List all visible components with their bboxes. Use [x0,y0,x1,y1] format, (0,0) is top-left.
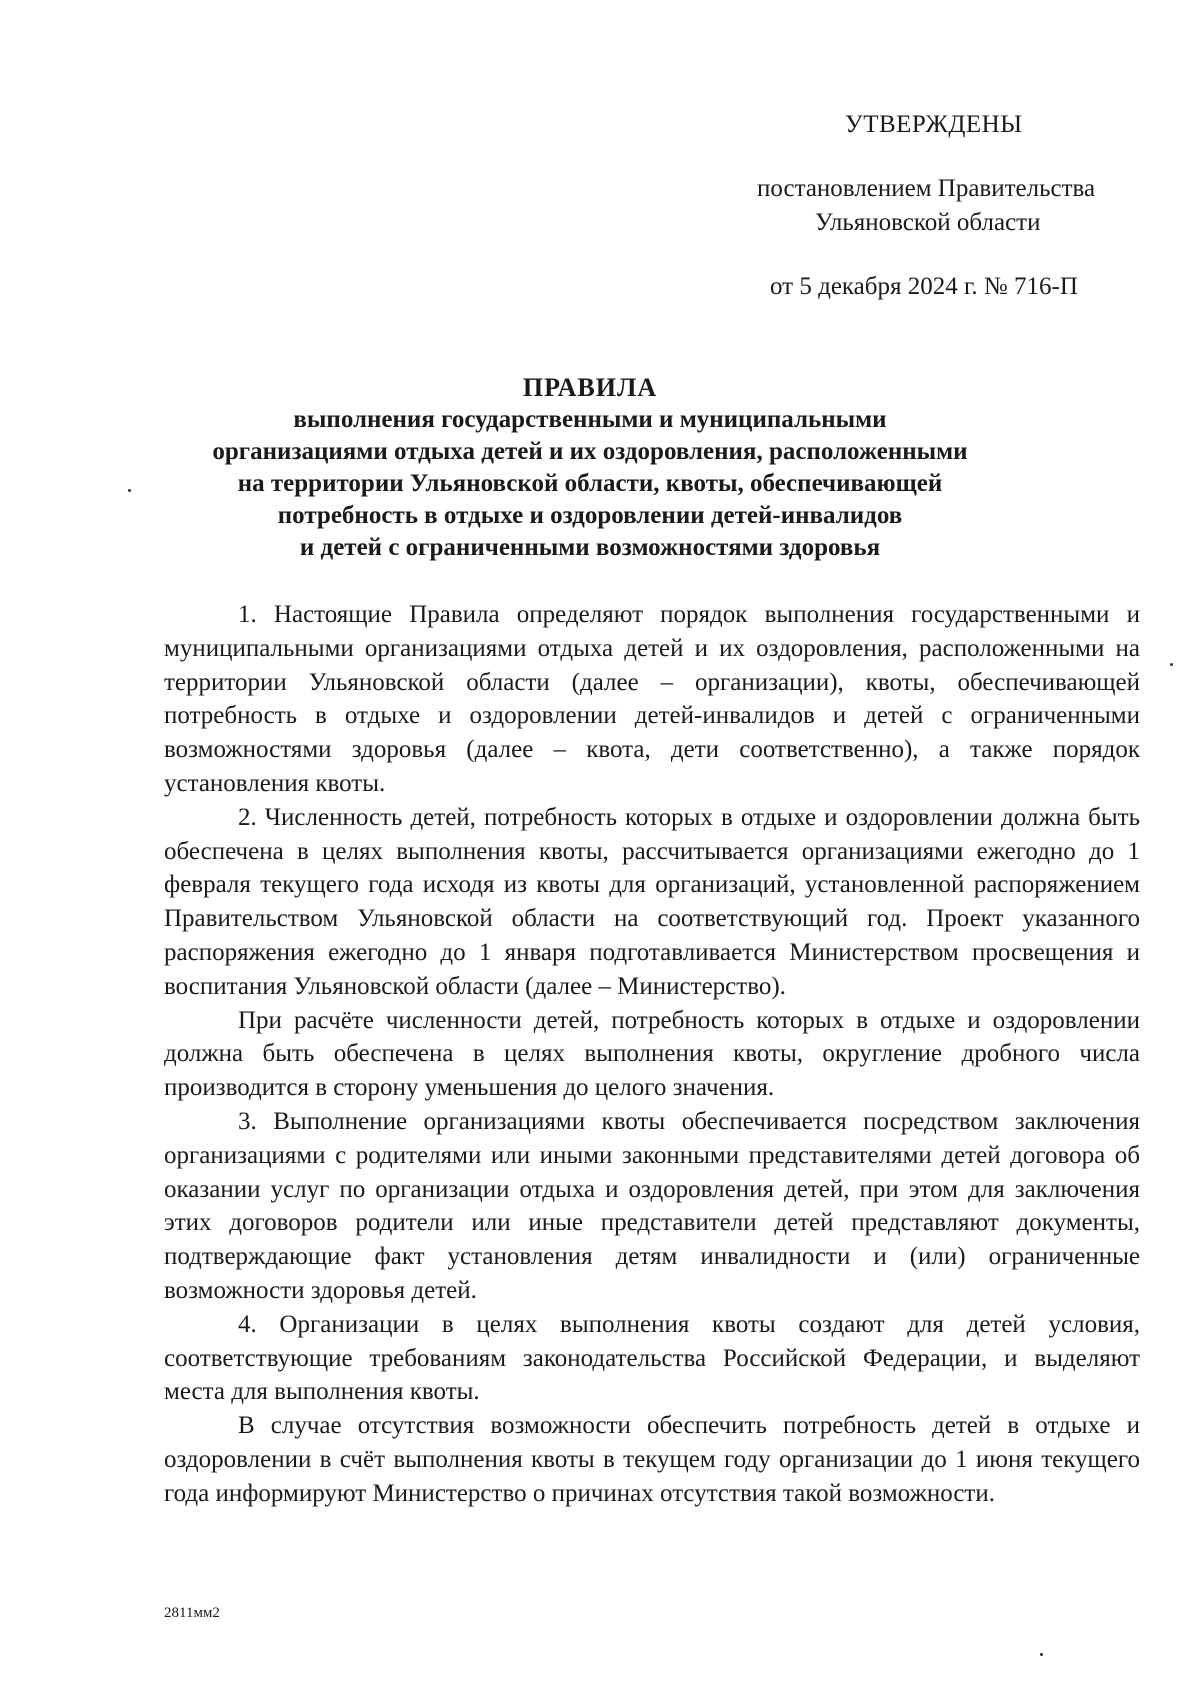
paragraph-4-notice: В случае отсутствия возможности обеспечить потребность детей в отдыхе и оздоровлении в счёт выполнения квоты в текущем году организации до 1 июня текущего года информируют Министерство о причинах отсутствия такой возможности. [164,1412,1140,1507]
title-line: организациями отдыха детей и их оздоровления, расположенными [212,438,968,465]
footer-code: 2811мм2 [164,1605,220,1621]
approved-by-line-1: постановлением Правительства [757,175,1096,202]
approved-by-line-2: Ульяновской области [815,209,1041,236]
title-line: на территории Ульяновской области, квоты, обеспечивающей [237,470,943,497]
title-main: ПРАВИЛА [522,373,658,402]
scan-speck [1170,663,1173,666]
paragraph-3: 3. Выполнение организациями квоты обеспечивается посредством заключения организациями с родителями или иными законными представителями детей договора об оказании услуг по организации отдыха и оздоровления детей, при этом для заключения этих договоров родители или иные представители детей представляют документы, подтверждающие факт установления детям инвалидности и (или) ограниченные возможности здоровья детей. [164,1107,1140,1304]
scan-speck [128,489,131,492]
scan-speck [1040,1653,1043,1656]
paragraph-2-rounding: При расчёте численности детей, потребность которых в отдыхе и оздоровлении должна быть обеспечена в целях выполнения квоты, округление дробного числа производится в сторону уменьшения до целого значения. [164,1006,1140,1102]
approved-heading: УТВЕРЖДЕНЫ [845,111,1023,138]
title-line: и детей с ограниченными возможностями здоровья [299,534,881,561]
paragraph-2: 2. Численность детей, потребность которых в отдыхе и оздоровлении должна быть обеспечена в целях выполнения квоты, рассчитывается организациями ежегодно до 1 февраля текущего года исходя из квоты для организаций, установленной распоряжением Правительством Ульяновской области на соответствующий год. Проект указанного распоряжения ежегодно до 1 января подготавливается Министерством просвещения и воспитания Ульяновской области (далее – Министерство). [164,803,1140,1000]
paragraph-1: 1. Настоящие Правила определяют порядок выполнения государственными и муниципальными организациями отдыха детей и их оздоровления, расположенными на территории Ульяновской области (далее – организации), квоты, обеспечивающей потребность в отдыхе и оздоровлении детей-инвалидов и детей с ограниченными возможностями здоровья (далее – квота, дети соответственно), а также порядок установления квоты. [164,601,1140,797]
title-line: выполнения государственными и муниципальными [293,406,887,433]
approval-date: от 5 декабря 2024 г. № 716-П [770,273,1078,300]
title-line: потребность в отдыхе и оздоровлении детей-инвалидов [277,502,903,529]
document-title [160,372,1020,564]
paragraph-4: 4. Организации в целях выполнения квоты создают для детей условия, соответствующие требованиям законодательства Российской Федерации, и выделяют места для выполнения квоты. [164,1310,1140,1406]
document-body [164,598,1140,1511]
